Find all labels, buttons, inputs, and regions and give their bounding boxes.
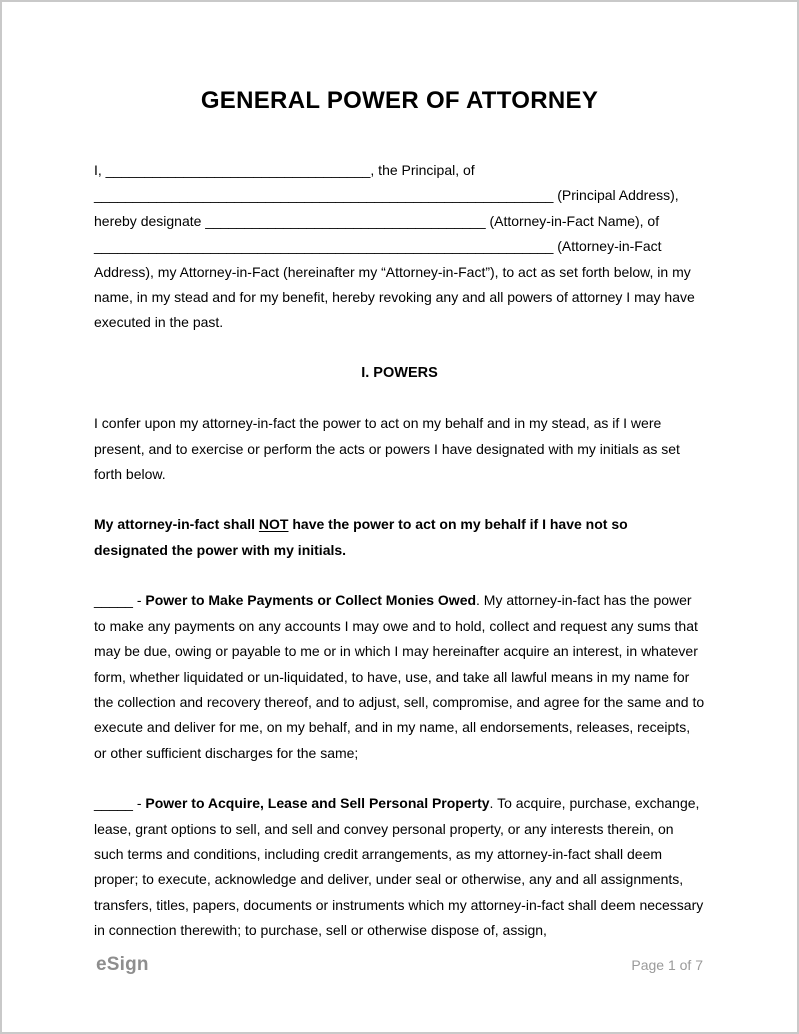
power-clause-payments <box>94 588 705 766</box>
intro-paragraph: I, __________________________________, the Principal, of ___________________________________________________________ (Principal Address), hereby designate ____________________________________ (Attorney-in-Fact Name), of ___________________________________________________________ (Attorney-in-Fact Address), my Attorney-in-Fact (hereinafter my “Attorney-in-Fact”), to act as set forth below, in my name, in my stead and for my benefit, hereby revoking any and all powers of attorney I may have executed in the past. <box>94 162 695 331</box>
power-clause-personal-property <box>94 791 705 943</box>
clause-title: Power to Make Payments or Collect Monies Owed <box>145 592 477 609</box>
notice-text-before: My attorney-in-fact shall <box>94 516 259 533</box>
document-title: GENERAL POWER OF ATTORNEY <box>200 87 599 114</box>
clause-separator: - <box>132 592 146 609</box>
initials-blank: _____ <box>94 592 133 609</box>
notice-emphasis: NOT <box>258 516 289 533</box>
powers-intro-paragraph: I confer upon my attorney-in-fact the power to act on my behalf and in my stead, as if I were present, and to exercise or perform the acts or powers I have designated with my initials as set forth below. <box>94 415 680 483</box>
clause-body: . My attorney-in-fact has the power to make any payments on any accounts I may owe and to hold, collect and request any sums that may be due, owing or payable to me or in which I may hereinafter acquire an interest, in whatever form, whether liquidated or un-liquidated, to have, use, and take all lawful means in my name for the collection and recovery thereof, and to adjust, sell, compromise, and agree for the same and to execute and deliver for me, on my behalf, and in my name, all endorsements, releases, receipts, or other sufficient discharges for the same; <box>94 592 705 761</box>
esign-logo: eSign <box>96 954 149 975</box>
clause-body: . To acquire, purchase, exchange, lease, grant options to sell, and sell and convey personal property, or any interests therein, on such terms and conditions, including credit arrangements, as my attorney-in-fact shall deem proper; to execute, acknowledge and deliver, under seal or otherwise, any and all assignments, transfers, titles, papers, documents or instruments which my attorney-in-fact shall deem necessary in connection therewith; to purchase, sell or otherwise dispose of, assign, <box>94 795 704 939</box>
powers-section-heading: I. POWERS <box>361 364 438 381</box>
powers-notice-paragraph <box>94 512 705 563</box>
document-body <box>2 158 797 944</box>
notice-text-after: have the power to act on my behalf if I have not so designated the power with my initials. <box>94 516 628 558</box>
page-footer <box>96 954 703 976</box>
initials-blank: _____ <box>94 795 133 812</box>
page-number-indicator: Page 1 of 7 <box>631 957 703 973</box>
clause-separator: - <box>132 795 146 812</box>
clause-title: Power to Acquire, Lease and Sell Personal Property <box>145 795 490 812</box>
